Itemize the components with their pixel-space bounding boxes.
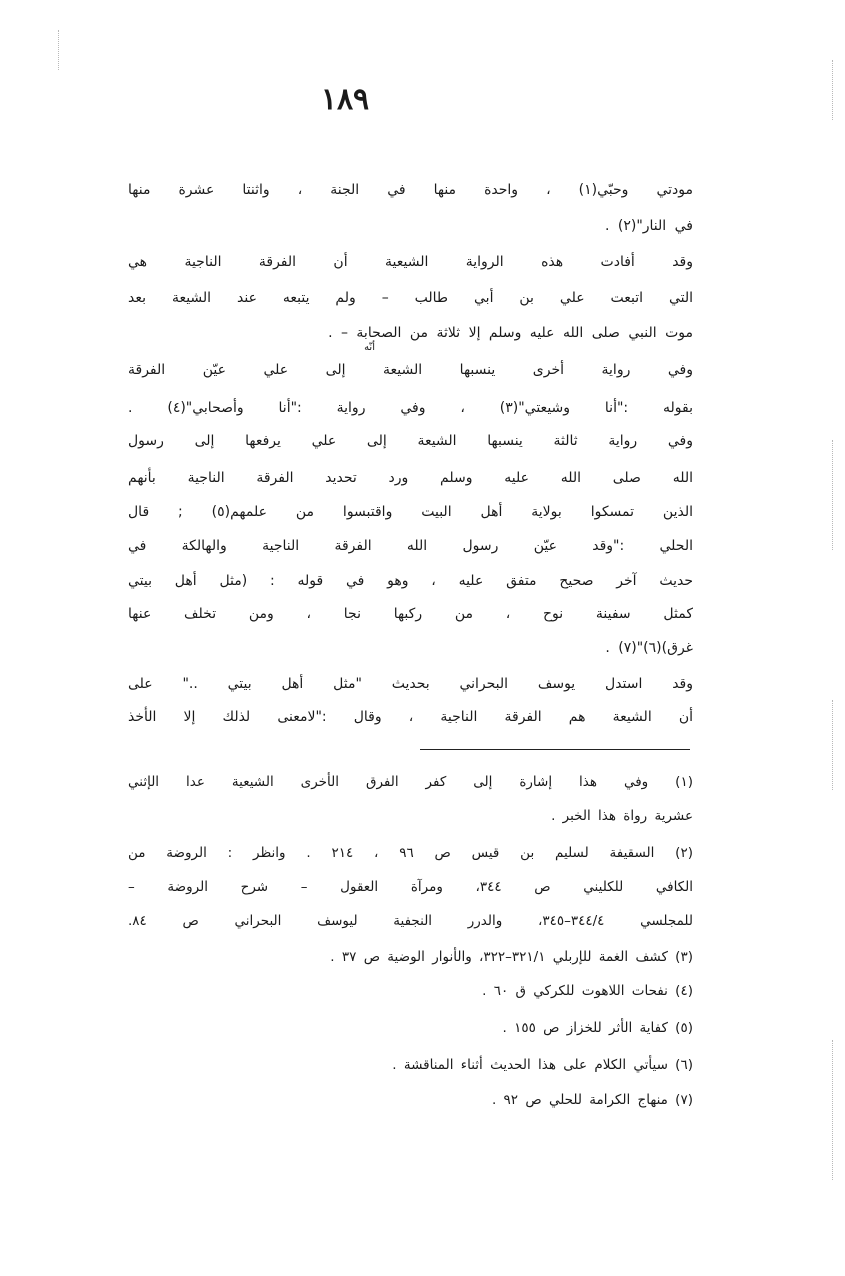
body-line: في النار"(٢) . (604, 218, 693, 234)
body-line: التي اتبعت علي بن أبي طالب – ولم يتبعه عند الشيعة بعد (128, 290, 693, 306)
interlinear-correction: أنّه (364, 342, 375, 353)
footnote-line: الكافي للكليني ص ٣٤٤، ومرآة العقول – شرح الروضة – (128, 879, 693, 895)
scan-edge-mark (58, 30, 60, 70)
footnote-line: (١) وفي هذا إشارة إلى كفر الفرق الأخرى الشيعية عدا الإثني (128, 774, 693, 790)
body-line: مودتي وحبّي(١) ، واحدة منها في الجنة ، واثنتا عشرة منها (128, 182, 693, 198)
body-line: حديث آخر صحيح متفق عليه ، وهو في قوله : (مثل أهل بيتي (128, 573, 693, 589)
body-line: الله صلى الله عليه وسلم ورد تحديد الفرقة الناجية بأنهم (128, 470, 693, 486)
body-line: وقد أفادت هذه الرواية الشيعية أن الفرقة الناجية هي (128, 254, 693, 270)
footnote-line: (٧) منهاج الكرامة للحلي ص ٩٢ . (491, 1092, 693, 1108)
footnote-divider (420, 749, 690, 750)
scan-edge-mark (832, 440, 834, 550)
footnote-line: (٤) نفحات اللاهوت للكركي ق ٦٠ . (482, 983, 693, 999)
body-line: كمثل سفينة نوح ، من ركبها نجا ، ومن تخلف عنها (128, 606, 693, 622)
scan-edge-mark (832, 1040, 834, 1180)
scan-edge-mark (832, 60, 834, 120)
body-line: وفي رواية أخرى ينسبها الشيعة إلى علي عيّن الفرقة (128, 362, 693, 378)
body-line: أن الشيعة هم الفرقة الناجية ، وقال :"لامعنى لذلك إلا الأخذ (128, 709, 693, 725)
body-line: موت النبي صلى الله عليه وسلم إلا ثلاثة من الصحابة – . (328, 325, 693, 341)
footnote-line: (٣) كشف الغمة للإربلي ٣٢١/١–٣٢٢، والأنوار الوضية ص ٣٧ . (330, 949, 693, 965)
body-line: وفي رواية ثالثة ينسبها الشيعة إلى علي يرفعها إلى رسول (128, 433, 693, 449)
page-number: ١٨٩ (320, 82, 370, 117)
body-line: بقوله :"أنا وشيعتي"(٣) ، وفي رواية :"أنا وأصحابي"(٤) . (128, 400, 693, 416)
body-line: وقد استدل يوسف البحراني بحديث "مثل أهل بيتي .." على (128, 676, 693, 692)
footnote-line: (٥) كفاية الأثر للخزاز ص ١٥٥ . (502, 1020, 693, 1036)
footnote-line: للمجلسي ٣٤٤/٤–٣٤٥، والدرر النجفية ليوسف البحراني ص ٨٤. (128, 913, 693, 929)
body-line: الذين تمسكوا بولاية أهل البيت واقتبسوا من علمهم(٥) ; قال (128, 504, 693, 520)
footnote-line: عشرية رواة هذا الخبر . (551, 808, 693, 824)
scan-edge-mark (832, 700, 834, 790)
body-line: غرق)(٦)"(٧) . (605, 640, 693, 656)
body-line: الحلي :"وقد عيّن رسول الله الفرقة الناجية والهالكة في (128, 538, 693, 554)
footnote-line: (٢) السقيفة لسليم بن قيس ص ٩٦ ، ٢١٤ . وانظر : الروضة من (128, 845, 693, 861)
footnote-line: (٦) سيأتي الكلام على هذا الحديث أثناء المناقشة . (392, 1057, 693, 1073)
